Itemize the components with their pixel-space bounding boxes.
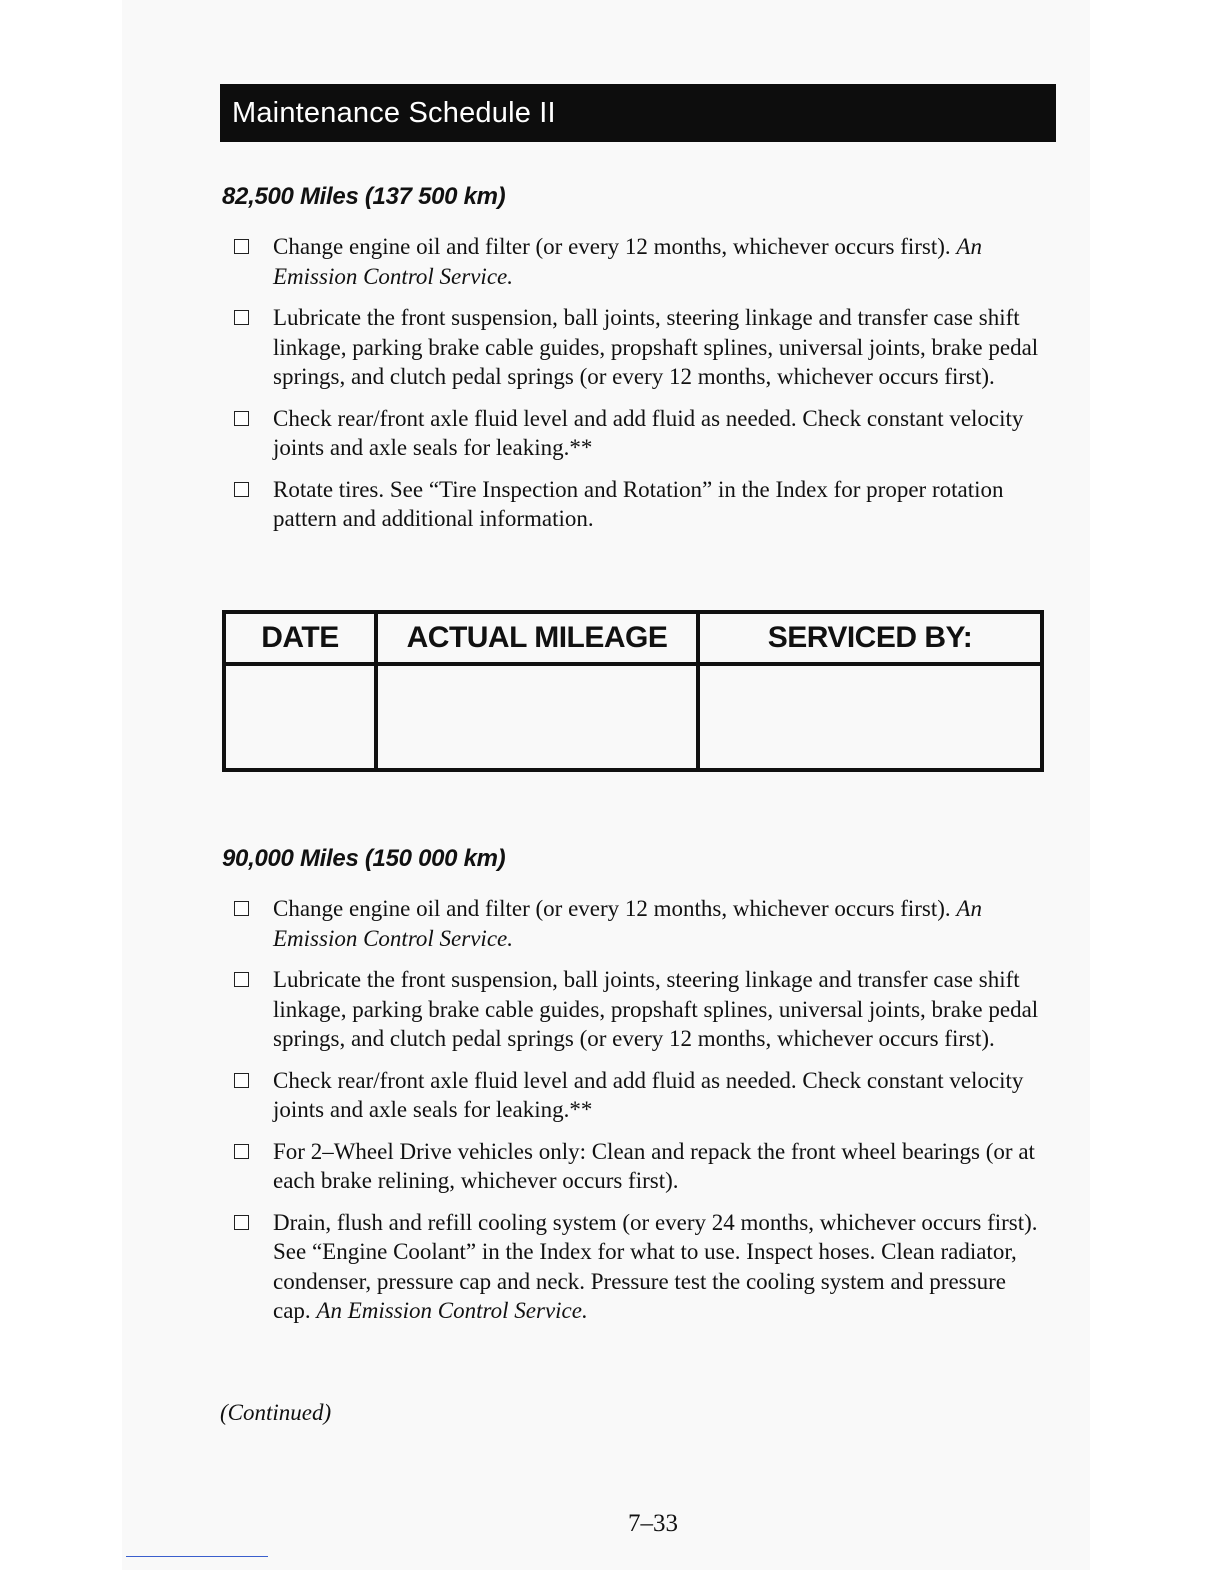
item-text: Rotate tires. See “Tire Inspection and Rotation” in the Index for proper rotation pattern and additional information. [273,476,1004,531]
item-emphasis: An Emission Control Service. [273,896,982,951]
section-heading-82500: 82,500 Miles (137 500 km) [222,183,506,210]
mileage-entry-cell[interactable] [376,664,698,770]
serviced-by-column-header: SERVICED BY: [698,612,1042,664]
checkbox-icon[interactable] [234,411,249,426]
checklist-90000 [232,894,1047,1338]
page-title: Maintenance Schedule II [232,97,556,129]
checklist-82500 [232,232,1047,546]
checklist-item [232,404,1047,463]
checklist-item [232,965,1047,1054]
continued-note: (Continued) [220,1400,332,1425]
table-header-row [224,612,1042,664]
date-column-header: DATE [224,612,376,664]
checkbox-icon[interactable] [234,901,249,916]
serviced-by-entry-cell[interactable] [698,664,1042,770]
checklist-item [232,303,1047,392]
checkbox-icon[interactable] [234,482,249,497]
item-text: For 2–Wheel Drive vehicles only: Clean and repack the front wheel bearings (or at each brake relining, whichever occurs first). [273,1138,1035,1193]
footer-divider [126,1556,268,1557]
checkbox-icon[interactable] [234,239,249,254]
item-text: Lubricate the front suspension, ball joints, steering linkage and transfer case shift linkage, parking brake cable guides, propshaft splines, universal joints, brake pedal springs, and clutch pedal springs (or every 12 months, whichever occurs first). [273,967,1039,1051]
item-text: Change engine oil and filter (or every 12 months, whichever occurs first). [273,234,951,259]
checkbox-icon[interactable] [234,310,249,325]
item-text: Drain, flush and refill cooling system (or every 24 months, whichever occurs first). See “Engine Coolant” in the Index for what to use. Inspect hoses. Clean radiator, condenser, pressure cap and neck. Pressure test the cooling system and pressure cap. [273,1209,1038,1323]
checkbox-icon[interactable] [234,1073,249,1088]
checklist-item [232,1066,1047,1125]
checkbox-icon[interactable] [234,1144,249,1159]
checkbox-icon[interactable] [234,972,249,987]
section-heading-90000: 90,000 Miles (150 000 km) [222,845,506,872]
checklist-item [232,894,1047,953]
checklist-item [232,1208,1047,1326]
item-text: Check rear/front axle fluid level and add fluid as needed. Check constant velocity joints and axle seals for leaking.** [273,1067,1024,1122]
item-emphasis: An Emission Control Service. [273,234,982,289]
item-text: Check rear/front axle fluid level and add fluid as needed. Check constant velocity joints and axle seals for leaking.** [273,405,1024,460]
service-record-table [222,610,1044,772]
checkbox-icon[interactable] [234,1215,249,1230]
date-entry-cell[interactable] [224,664,376,770]
page-number: 7–33 [628,1510,678,1537]
checklist-item [232,475,1047,534]
item-text: Lubricate the front suspension, ball joints, steering linkage and transfer case shift linkage, parking brake cable guides, propshaft splines, universal joints, brake pedal springs, and clutch pedal springs (or every 12 months, whichever occurs first). [273,305,1039,389]
mileage-column-header: ACTUAL MILEAGE [376,612,698,664]
item-emphasis: An Emission Control Service. [316,1298,588,1323]
checklist-item [232,232,1047,291]
title-bar [220,84,1056,142]
checklist-item [232,1137,1047,1196]
item-text: Change engine oil and filter (or every 12 months, whichever occurs first). [273,896,951,921]
table-row [224,664,1042,770]
